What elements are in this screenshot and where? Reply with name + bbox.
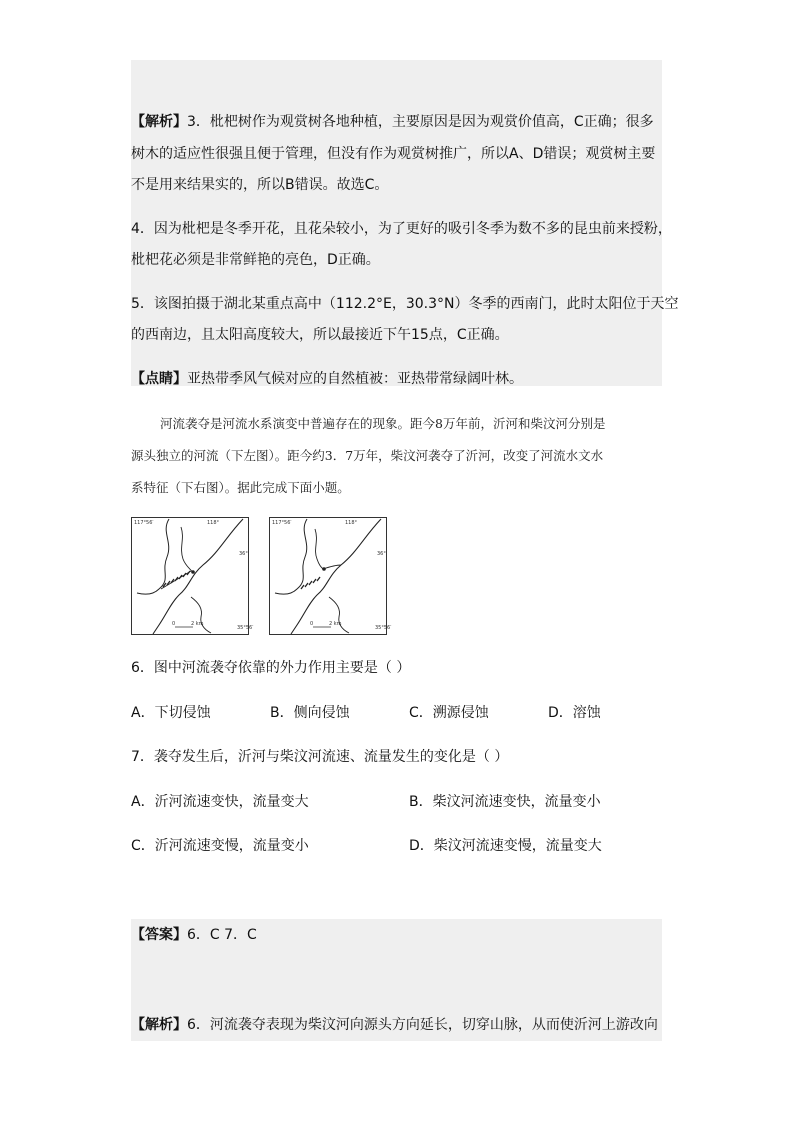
q6-option-d[interactable]: D．溶蚀: [548, 705, 601, 721]
analysis-line-2: 树木的适应性很强且便于管理，但没有作为观赏树推广，所以A、D错误；观赏树主要: [131, 146, 656, 162]
map-right: [269, 517, 392, 635]
answer-tag: 【答案】: [131, 927, 187, 943]
map-left-lat-top: 36°: [239, 551, 248, 557]
analysis-tag: 【解析】: [131, 114, 187, 130]
map-left-scale: 2 km: [191, 621, 204, 627]
dianjing-line: 【点睛】亚热带季风气候对应的自然植被：亚热带常绿阔叶林。: [131, 371, 523, 387]
analysis2-tag: 【解析】: [131, 1017, 187, 1033]
q7-text: 7．袭夺发生后，沂河与柴汶河流速、流量发生的变化是（ ）: [131, 749, 509, 765]
q7-option-b[interactable]: B．柴汶河流速变快，流量变小: [409, 794, 601, 810]
map-right-lat-top: 36°: [377, 551, 386, 557]
analysis-line-3: 不是用来结果实的，所以B错误。故选C。: [131, 177, 389, 193]
q6-text: 6．图中河流袭夺依靠的外力作用主要是（ ）: [131, 660, 411, 676]
svg-text:0: 0: [172, 621, 176, 627]
stem-line-3: 系特征（下右图）。据此完成下面小题。: [131, 480, 350, 495]
item5-line-1: 5．该图拍摄于湖北某重点高中（112.2°E，30.3°N）冬季的西南门，此时太阳位于天空: [131, 296, 679, 312]
map-left-lat-bottom: 35°56′: [237, 625, 254, 631]
stem-line-1: 河流袭夺是河流水系演变中普遍存在的现象。距今8万年前，沂河和柴汶河分别是: [160, 416, 606, 431]
stem-line-2: 源头独立的河流（下左图）。距今约3．7万年，柴汶河袭夺了沂河，改变了河流水文水: [131, 448, 604, 463]
map-right-lat-bottom: 35°56′: [375, 625, 392, 631]
item5-line-2: 的西南边，且太阳高度较大，所以最接近下午15点，C正确。: [131, 327, 509, 343]
dianjing-tag: 【点睛】: [131, 371, 187, 387]
svg-text:0: 0: [310, 621, 314, 627]
item4-line-2: 枇杷花必须是非常鲜艳的亮色，D正确。: [131, 252, 380, 268]
map-left: [131, 517, 254, 635]
map-left-lon-right: 118°: [207, 520, 220, 526]
q7-option-a[interactable]: A．沂河流速变快，流量变大: [131, 794, 309, 810]
q7-option-d[interactable]: D．柴汶河流速变慢，流量变大: [409, 838, 602, 854]
map-right-scale: 2 km: [329, 621, 342, 627]
q6-option-c[interactable]: C．溯源侵蚀: [409, 705, 489, 721]
map-right-lon-right: 118°: [345, 520, 358, 526]
analysis2-line: 【解析】6．河流袭夺表现为柴汶河向源头方向延长，切穿山脉，从而使沂河上游改向: [131, 1017, 658, 1033]
map-left-lon-left: 117°56′: [134, 520, 154, 526]
item4-line-1: 4．因为枇杷是冬季开花，且花朵较小，为了更好的吸引冬季为数不多的昆虫前来授粉，: [131, 221, 672, 237]
analysis-line-1: 【解析】3．枇杷树作为观赏树各地种植，主要原因是因为观赏价值高，C正确；很多: [131, 114, 654, 130]
q6-option-b[interactable]: B．侧向侵蚀: [270, 705, 350, 721]
map-right-lon-left: 117°56′: [272, 520, 292, 526]
answer-line: 【答案】6．C 7．C: [131, 927, 257, 943]
q6-option-a[interactable]: A．下切侵蚀: [131, 705, 211, 721]
q7-option-c[interactable]: C．沂河流速变慢，流量变小: [131, 838, 309, 854]
